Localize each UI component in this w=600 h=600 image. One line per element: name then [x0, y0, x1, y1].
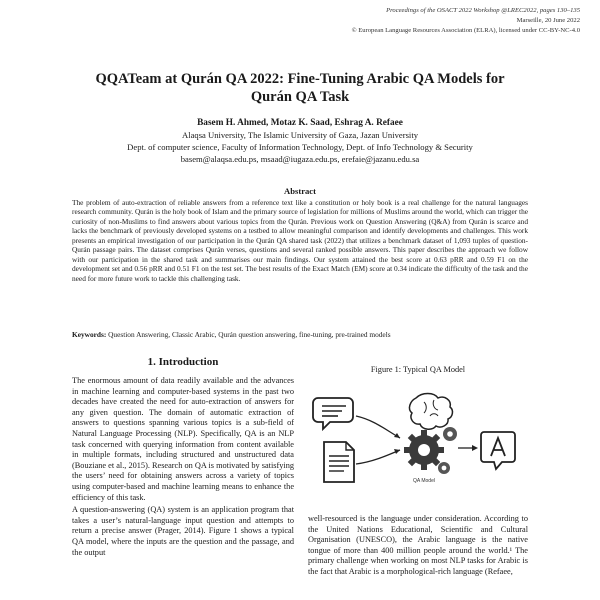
abstract-heading: Abstract [284, 186, 316, 196]
header-line-3: © European Language Resources Association (ELRA), licensed under CC-BY-NC-4.0 [351, 27, 580, 34]
author-names: Basem H. Ahmed, Motaz K. Saad, Eshrag A. Refaee [197, 118, 403, 128]
header-line-2: Marseille, 20 June 2022 [516, 17, 580, 24]
qa-model-label: QA Model [413, 478, 435, 484]
intro-paragraph-1: The enormous amount of data readily available and the advances in machine learning and computer-based systems in the past two decades have created the need for auto-extraction of answers for any given question. The domain of automatic extraction of answers to questions spanning various topics is a sub-field of Natural Language Processing (NLP). Specifically, QA is an NLP task concerned with querying information from content available in multiple formats, including structured and unstructured data (Bouziane et al., 2015). Research on QA is motivated by satisfying the users’ need for obtaining answers across a variety of topics using computer-based and machine learning means to enhance the efficiency of this task. [72, 376, 294, 502]
header-line-1: Proceedings of the OSACT 2022 Workshop @LREC2022, pages 130–135 [386, 7, 580, 14]
author-emails: basem@alaqsa.edu.ps, msaad@iugaza.edu.ps, erefaie@jazanu.edu.sa [180, 154, 420, 164]
question-bubble-icon [313, 398, 353, 429]
input-arrow-passage [356, 449, 400, 464]
paper-title [0, 70, 600, 106]
figure-caption: Figure 1: Typical QA Model [370, 365, 466, 374]
author-affiliation-2: Dept. of computer science, Faculty of Information Technology, Dept. of Info Technology & Security [127, 142, 473, 152]
passage-document-icon [324, 442, 354, 482]
author-affiliation-1: Alaqsa University, The Islamic University of Gaza, Jazan University [181, 130, 419, 140]
gear-icon-large [404, 430, 444, 470]
right-column: well-resourced is the language under consideration. According to the United Nations Educational, Scientific and Cultural Organisation (UNESCO), the Arabic language is the native tongue of more than 400 million people around the world.¹ The primary challenge when working on most NLP tasks for Arabic is the fact that Arabic is a morphological-rich language (Refaee, [308, 514, 528, 576]
title-line-2: Qurán QA Task [250, 89, 350, 105]
brain-icon [409, 394, 452, 430]
output-arrow [458, 445, 478, 451]
intro-paragraph-2: A question-answering (QA) system is an application program that takes a user’s natural-language input question and attempts to return a precise answer (Prager, 2014). Figure 1 shows a typical QA model, where the inputs are the question and the passage, and the output [72, 505, 294, 557]
keywords-label: Keywords: [72, 330, 107, 339]
left-column [72, 376, 294, 560]
author-block [0, 117, 600, 165]
section-heading-introduction: 1. Introduction [147, 356, 219, 368]
keywords [72, 330, 528, 340]
answer-bubble-icon [481, 432, 515, 469]
proceedings-header [352, 6, 580, 36]
keywords-text: Question Answering, Classic Arabic, Qurán question answering, fine-tuning, pre-trained models [108, 330, 391, 339]
title-line-1: QQATeam at Qurán QA 2022: Fine-Tuning Arabic QA Models for [95, 71, 505, 87]
abstract-text: The problem of auto-extraction of reliable answers from a reference text like a constitution or holy book is a real challenge for the natural languages research community. Qurán is the holy book of Islam and the primary source of legislation for millions of Muslims around the world, which can trigger the curiosity of non-Muslims to find answers about various topics from the Qurán. Previous work on Question Answering (Q&A) from Qurán is scarce and lacks the benchmark of previously developed systems on a testbed to allow meaningful comparison and identify developments and challenges. This work presents an empirical investigation of our participation in the Qurán QA shared task (2022) that utilizes a benchmark dataset of 1,093 tuples of question-Qurán passage pairs. The dataset comprises Qurán verses, questions and several ranked possible answers. This paper describes the approach we follow with our participation in the shared task and summarises our main findings. Our system attained the best score at 0.63 pRR and 0.59 F1 on the development set and 0.56 pRR and 0.51 F1 on the test set. The best results of the Exact Match (EM) score at 0.34 indicate the difficulty of the task and the need for more future work to tackle this challenging task. [72, 198, 528, 283]
qa-model-figure [312, 380, 526, 498]
input-arrow-question [356, 416, 400, 438]
